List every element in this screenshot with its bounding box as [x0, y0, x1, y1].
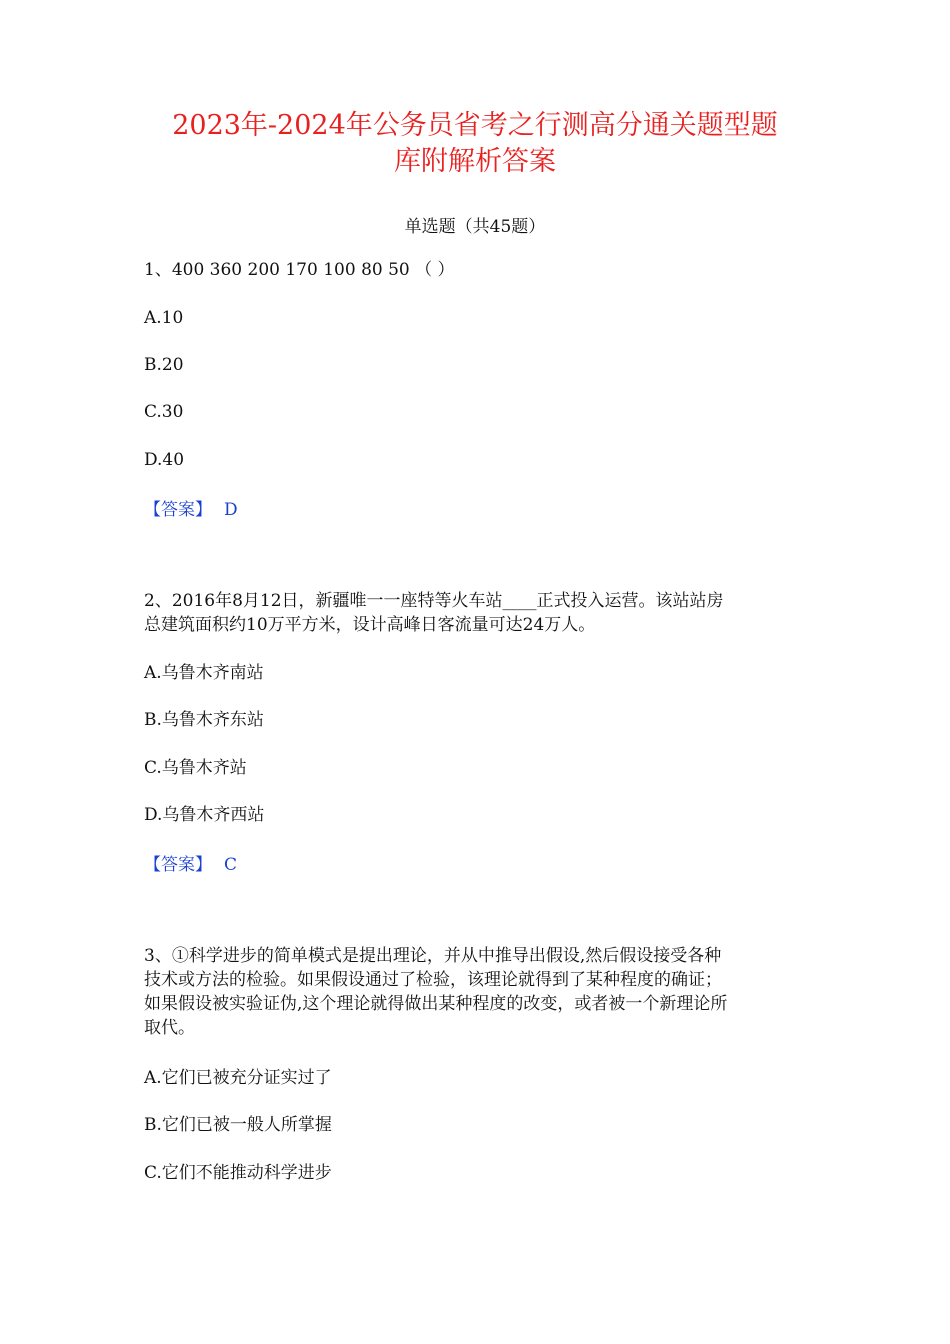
question-2-stem: [144, 589, 816, 637]
answer-letter: C: [224, 855, 238, 875]
question-2-option-a: A.乌鲁木齐南站: [144, 663, 264, 683]
answer-tag: 【答案】: [144, 500, 212, 520]
question-3-option-b: B.它们已被一般人所掌握: [144, 1115, 332, 1135]
question-3-option-c: C.它们不能推动科学进步: [144, 1163, 332, 1183]
question-1-option-a: A.10: [144, 308, 184, 328]
question-1-stem: 1、400 360 200 170 100 80 50 （ ）: [144, 260, 455, 280]
answer-letter: D: [224, 500, 238, 520]
question-3-stem-line: 取代。: [144, 1018, 195, 1038]
question-1-option-d: D.40: [144, 450, 185, 470]
question-3-option-a: A.它们已被充分证实过了: [144, 1068, 332, 1088]
document-title: [120, 108, 830, 180]
question-2-option-c: C.乌鲁木齐站: [144, 758, 247, 778]
question-3-stem-line: 技术或方法的检验。如果假设通过了检验，该理论就得到了某种程度的确证；: [144, 970, 722, 990]
question-1-option-b: B.20: [144, 355, 184, 375]
question-2-option-b: B.乌鲁木齐东站: [144, 710, 264, 730]
question-2-stem-line: 总建筑面积约10万平方米，设计高峰日客流量可达24万人。: [144, 615, 596, 635]
answer-tag: 【答案】: [144, 855, 212, 875]
title-line-1: 2023年-2024年公务员省考之行测高分通关题型题: [172, 110, 778, 141]
question-2-stem-line: 2、2016年8月12日，新疆唯一一座特等火车站____正式投入运营。该站站房: [144, 591, 724, 611]
question-3-stem: [144, 944, 816, 1040]
question-2-option-d: D.乌鲁木齐西站: [144, 805, 265, 825]
question-3-stem-line: 3、①科学进步的简单模式是提出理论，并从中推导出假设,然后假设接受各种: [144, 946, 722, 966]
section-heading: 单选题（共45题）: [404, 217, 546, 237]
question-3-stem-line: 如果假设被实验证伪,这个理论就得做出某种程度的改变，或者被一个新理论所: [144, 994, 728, 1014]
title-line-2: 库附解析答案: [394, 146, 556, 177]
question-2-answer: [144, 850, 237, 875]
question-1-answer: [144, 495, 238, 520]
question-1-option-c: C.30: [144, 402, 184, 422]
